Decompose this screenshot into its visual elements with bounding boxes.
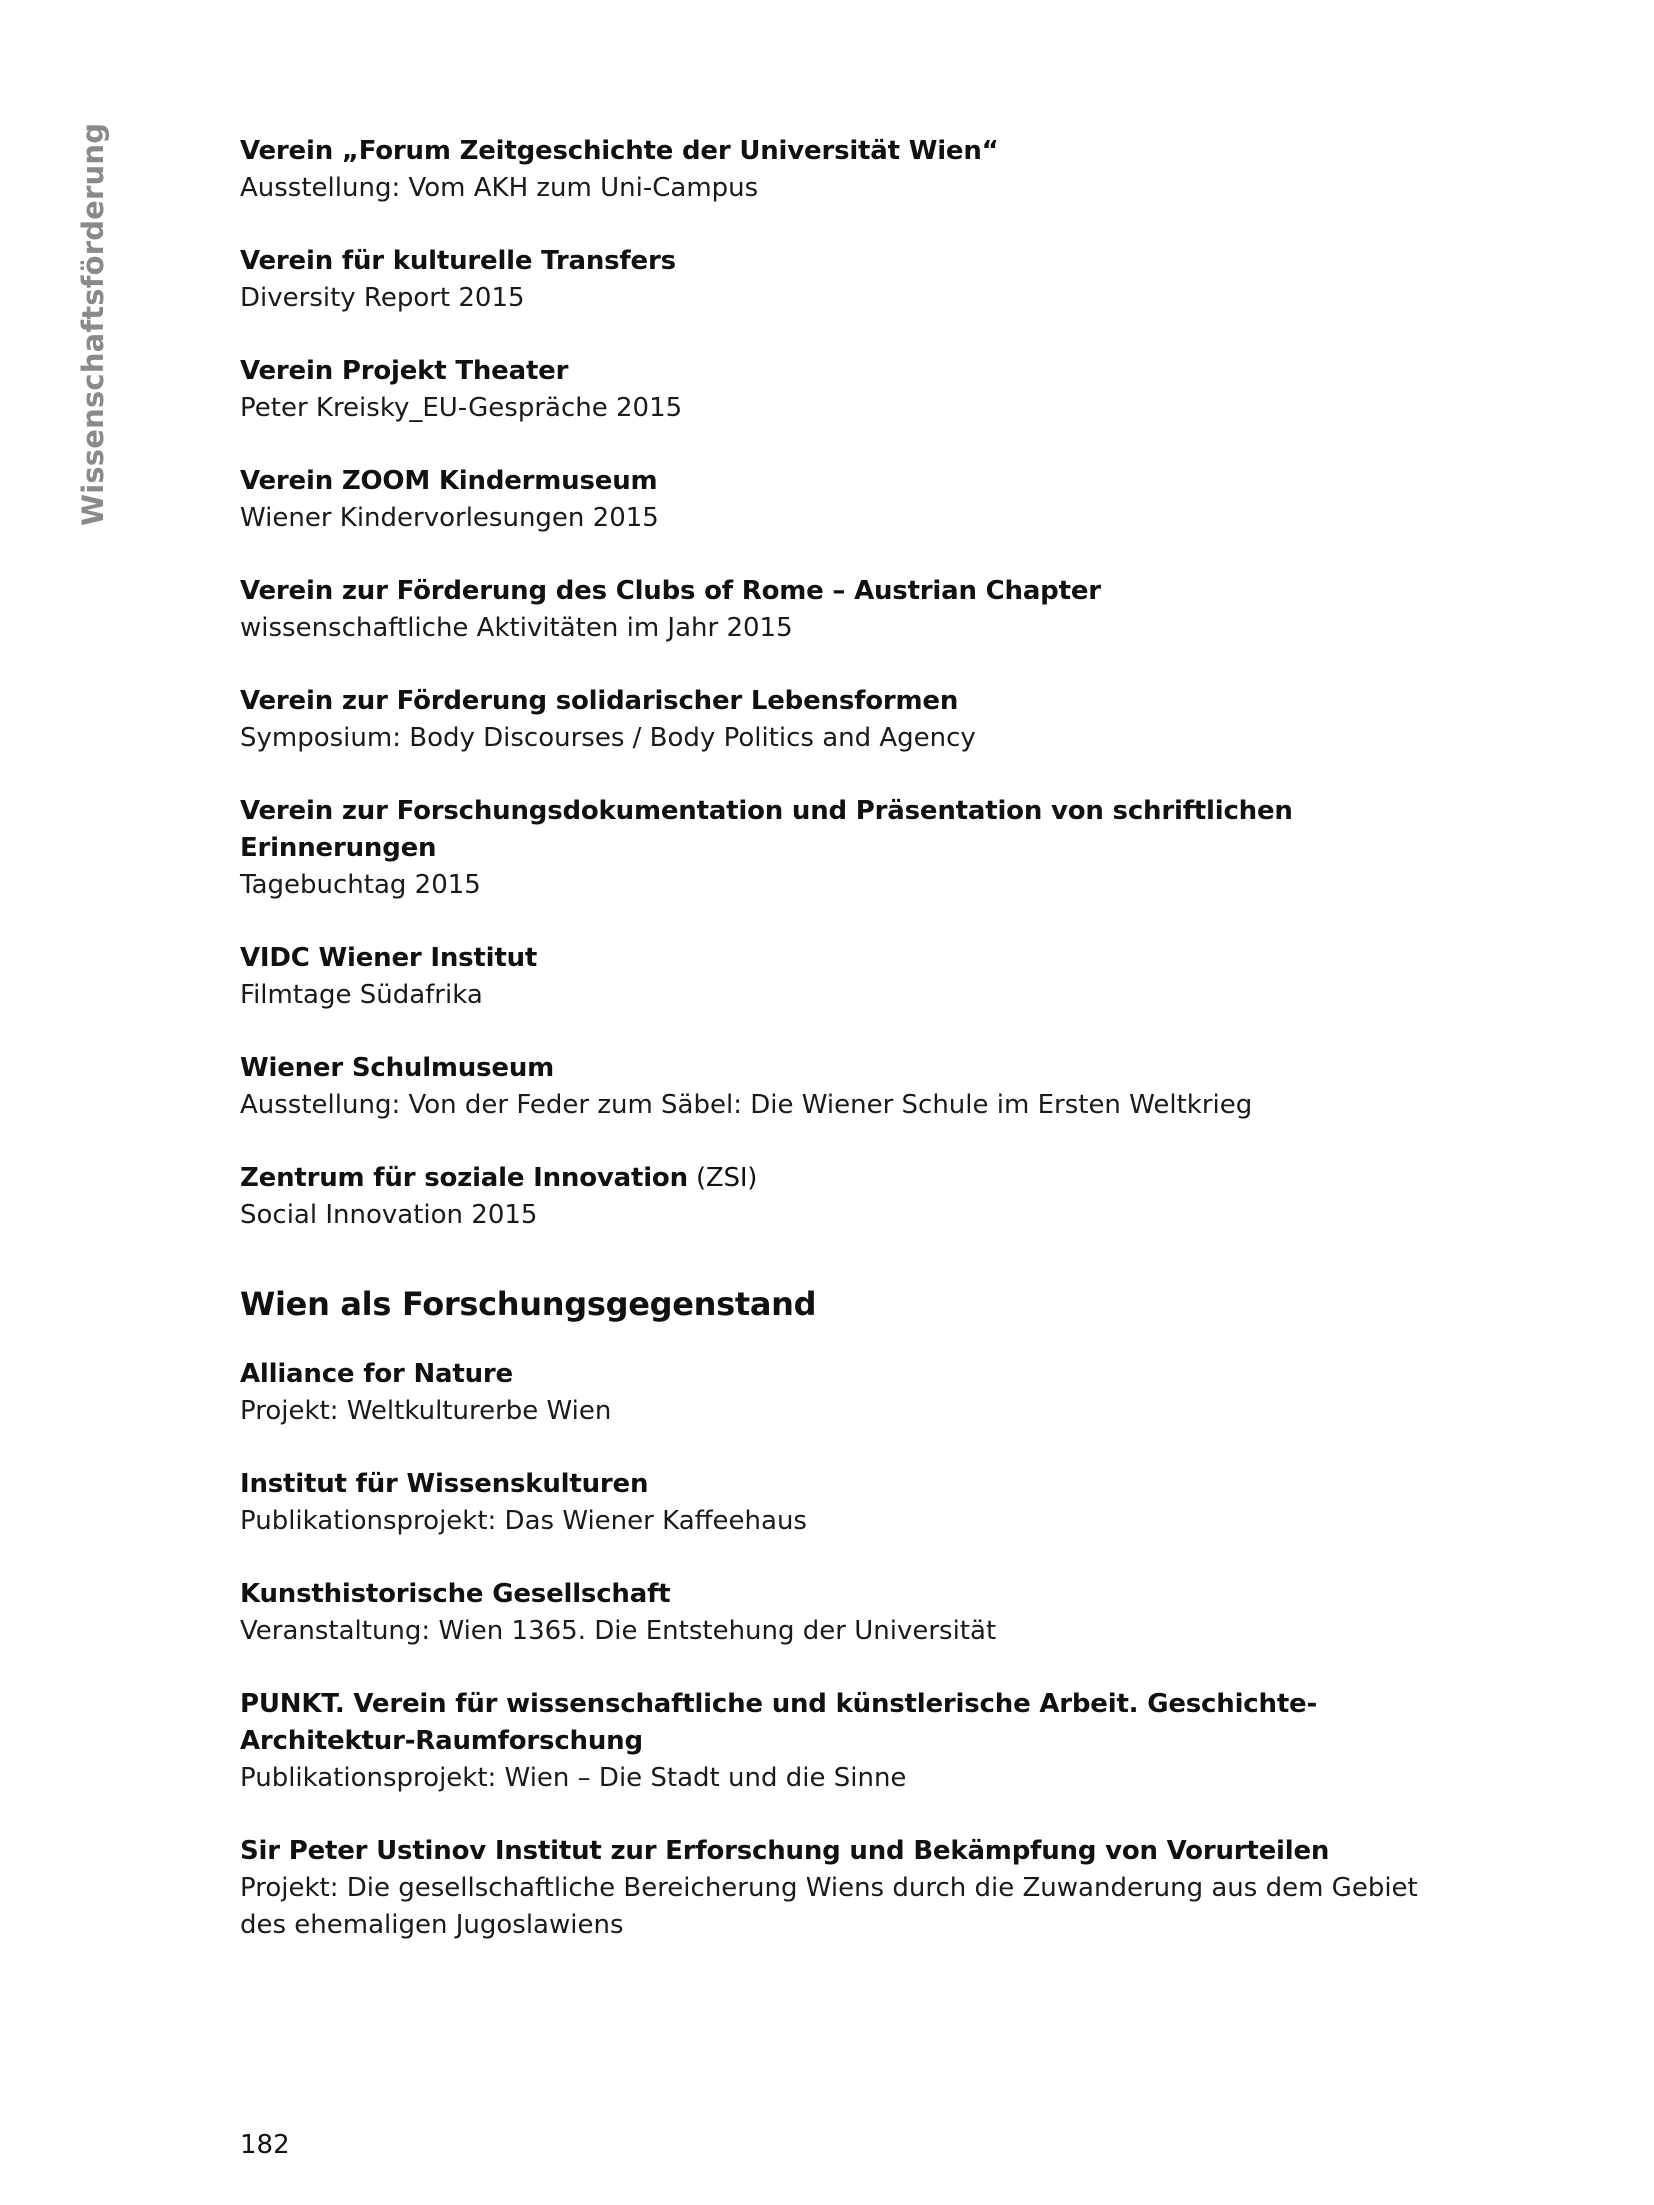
project-description: Ausstellung: Von der Feder zum Säbel: Die Wiener Schule im Ersten Weltkrieg <box>240 1090 1253 1120</box>
project-description: Filmtage Südafrika <box>240 980 483 1010</box>
organization-name: Sir Peter Ustinov Institut zur Erforschung und Bekämpfung von Vorurteilen <box>240 1836 1330 1866</box>
project-description: Projekt: Die gesellschaftliche Bereicherung Wiens durch die Zuwanderung aus dem Gebiet des ehemaligen Jugoslawiens <box>240 1873 1418 1940</box>
project-description: Peter Kreisky_EU-Gespräche 2015 <box>240 393 683 423</box>
project-description: Diversity Report 2015 <box>240 283 525 313</box>
organization-name: Kunsthistorische Gesellschaft <box>240 1579 671 1609</box>
list-item <box>240 133 1430 207</box>
funding-list <box>240 133 1430 1980</box>
project-description: Projekt: Weltkulturerbe Wien <box>240 1396 612 1426</box>
list-item <box>240 793 1430 904</box>
list-item <box>240 1466 1430 1540</box>
list-item <box>240 243 1430 317</box>
organization-name: Verein für kulturelle Transfers <box>240 246 676 276</box>
organization-name: Verein zur Forschungsdokumentation und Präsentation von schriftlichen Erinnerungen <box>240 796 1293 863</box>
project-description: Social Innovation 2015 <box>240 1200 538 1230</box>
project-description: Publikationsprojekt: Wien – Die Stadt und die Sinne <box>240 1763 907 1793</box>
organization-name: Verein zur Förderung des Clubs of Rome – Austrian Chapter <box>240 576 1101 606</box>
organization-name: Verein zur Förderung solidarischer Lebensformen <box>240 686 959 716</box>
project-description: Symposium: Body Discourses / Body Politics and Agency <box>240 723 976 753</box>
list-item <box>240 1833 1430 1944</box>
page-number: 182 <box>240 2130 290 2160</box>
project-description: Tagebuchtag 2015 <box>240 870 481 900</box>
list-item <box>240 1050 1430 1124</box>
project-description: Ausstellung: Vom AKH zum Uni-Campus <box>240 173 759 203</box>
list-item <box>240 683 1430 757</box>
organization-name: Wiener Schulmuseum <box>240 1053 555 1083</box>
list-item <box>240 1356 1430 1430</box>
organization-name: VIDC Wiener Institut <box>240 943 538 973</box>
organization-name: PUNKT. Verein für wissenschaftliche und künstlerische Arbeit. Geschichte-Architektur-Raumforschung <box>240 1689 1318 1756</box>
list-item <box>240 1576 1430 1650</box>
list-item <box>240 940 1430 1014</box>
list-item <box>240 573 1430 647</box>
project-description: Wiener Kindervorlesungen 2015 <box>240 503 659 533</box>
organization-name: Institut für Wissenskulturen <box>240 1469 649 1499</box>
project-description: Publikationsprojekt: Das Wiener Kaffeehaus <box>240 1506 807 1536</box>
organization-name: Zentrum für soziale Innovation (ZSI) <box>240 1163 758 1193</box>
organization-name: Verein Projekt Theater <box>240 356 569 386</box>
list-item <box>240 463 1430 537</box>
section-side-label: Wissenschaftsförderung <box>76 122 110 526</box>
project-description: wissenschaftliche Aktivitäten im Jahr 2015 <box>240 613 793 643</box>
project-description: Veranstaltung: Wien 1365. Die Entstehung der Universität <box>240 1616 997 1646</box>
organization-name: Alliance for Nature <box>240 1359 513 1389</box>
organization-name: Verein „Forum Zeitgeschichte der Universität Wien“ <box>240 136 999 166</box>
list-item <box>240 1686 1430 1797</box>
list-item <box>240 353 1430 427</box>
organization-name: Verein ZOOM Kindermuseum <box>240 466 658 496</box>
section-heading: Wien als Forschungsgegenstand <box>240 1285 817 1323</box>
list-item <box>240 1160 1430 1234</box>
